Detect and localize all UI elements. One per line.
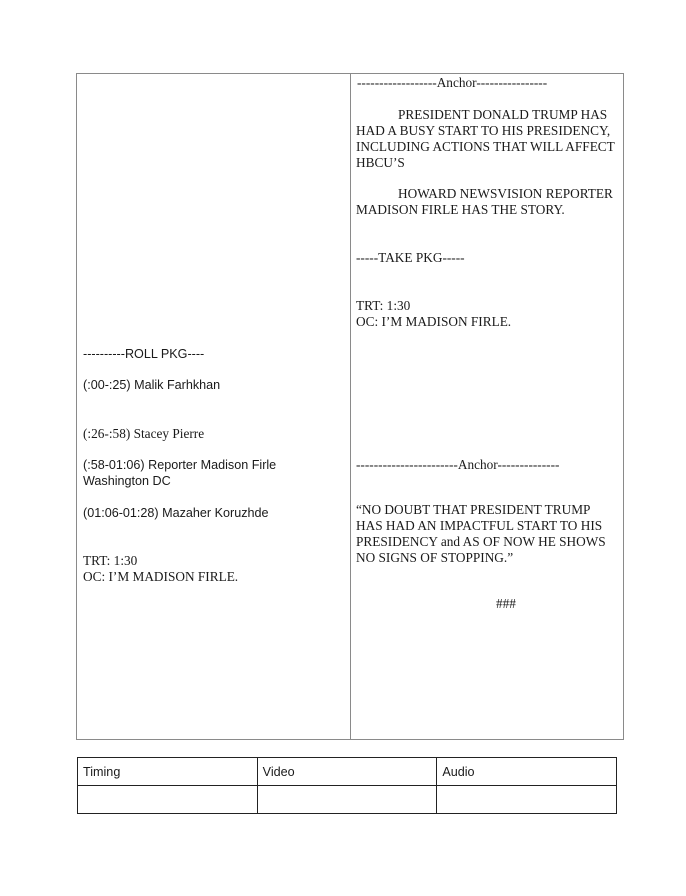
anchor-marker-bottom: -----------------------Anchor-------------- — [356, 457, 560, 472]
column-divider — [350, 73, 351, 740]
sot-item: (01:06-01:28) Mazaher Koruzhde — [83, 506, 269, 520]
header-video: Video — [257, 758, 437, 786]
table-row — [78, 786, 617, 814]
end-mark: ### — [496, 596, 516, 611]
timing-video-audio-table — [77, 757, 617, 814]
anchor-closing-line: “NO DOUBT THAT PRESIDENT TRUMP HAS HAD AN IMPACTFUL START TO HIS PRESIDENCY and AS OF NOW HE SHOWS NO SIGNS OF STOPPING.” — [356, 502, 606, 565]
anchor-marker-top: ------------------Anchor---------------- — [357, 75, 548, 90]
roll-pkg-cue: ----------ROLL PKG---- — [83, 347, 205, 361]
take-pkg-cue: -----TAKE PKG----- — [356, 250, 465, 265]
right-trt: TRT: 1:30 — [356, 298, 411, 313]
table-header-row — [78, 758, 617, 786]
header-timing: Timing — [78, 758, 258, 786]
anchor-intro-paragraph-2: HOWARD NEWSVISION REPORTER MADISON FIRLE HAS THE STORY. — [356, 186, 613, 217]
sot-item: (:26-:58) Stacey Pierre — [83, 426, 205, 441]
sot-item: (:58-01:06) Reporter Madison Firle Washington DC — [83, 458, 277, 488]
header-audio: Audio — [437, 758, 617, 786]
right-out-cue: OC: I’M MADISON FIRLE. — [356, 314, 512, 329]
sot-item: (:00-:25) Malik Farhkhan — [83, 378, 221, 392]
left-trt: TRT: 1:30 — [83, 553, 138, 568]
audio-cell[interactable] — [437, 786, 617, 814]
video-cell[interactable] — [257, 786, 437, 814]
timing-cell[interactable] — [78, 786, 258, 814]
anchor-intro-paragraph: PRESIDENT DONALD TRUMP HAS HAD A BUSY START TO HIS PRESIDENCY, INCLUDING ACTIONS THAT WILL AFFECT HBCU’S — [356, 107, 615, 170]
left-out-cue: OC: I’M MADISON FIRLE. — [83, 569, 239, 584]
